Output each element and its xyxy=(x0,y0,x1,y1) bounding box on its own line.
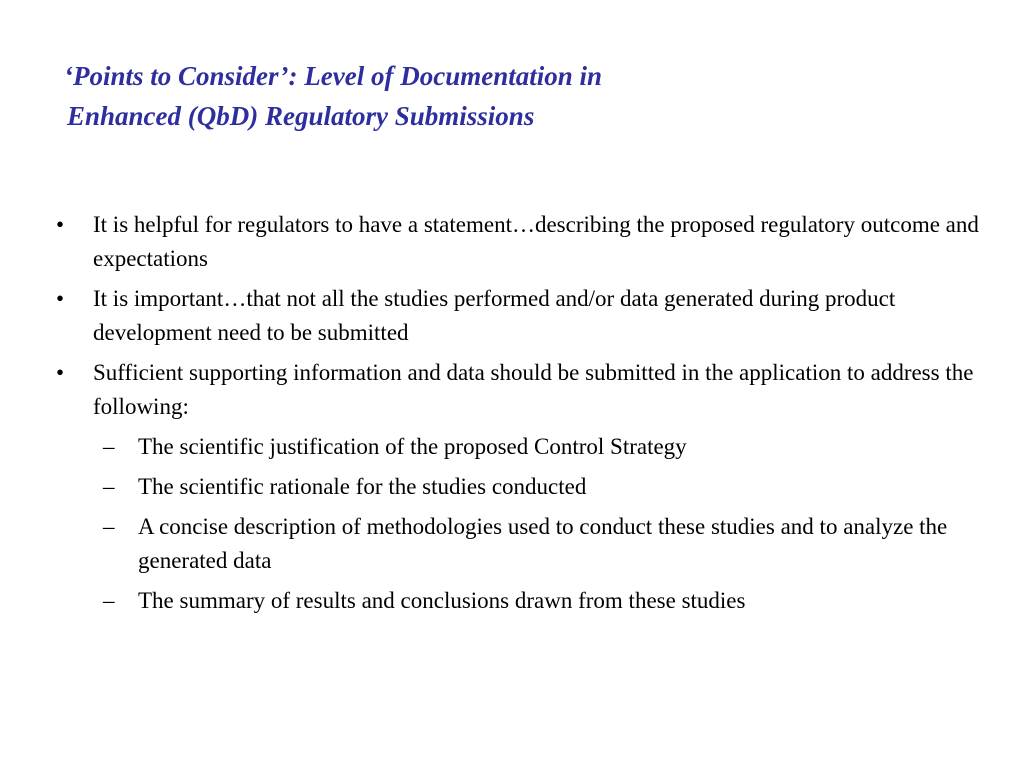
sub-bullet-text: The scientific rationale for the studies conducted xyxy=(138,474,587,499)
sub-bullet-item xyxy=(52,430,1002,464)
dash-marker: – xyxy=(103,474,115,499)
title-line-2: Enhanced (QbD) Regulatory Submissions xyxy=(67,101,535,131)
sub-bullet-item xyxy=(52,510,1002,578)
sub-bullet-text: The summary of results and conclusions drawn from these studies xyxy=(138,588,746,613)
bullet-marker: • xyxy=(56,212,65,237)
title-line-1: ‘Points to Consider’: Level of Documentation in xyxy=(64,61,602,91)
dash-marker: – xyxy=(103,514,115,539)
bullet-list xyxy=(52,208,1002,624)
sub-bullet-item xyxy=(52,470,1002,504)
sub-bullet-item xyxy=(52,584,1002,618)
bullet-text: It is helpful for regulators to have a statement…describing the proposed regulatory outcome and expectations xyxy=(93,212,979,271)
bullet-marker: • xyxy=(56,286,65,311)
bullet-text: It is important…that not all the studies performed and/or data generated during product development need to be submitted xyxy=(93,286,896,345)
bullet-item xyxy=(52,208,1002,276)
sub-bullet-text: The scientific justification of the proposed Control Strategy xyxy=(138,434,687,459)
bullet-item xyxy=(52,356,1002,424)
bullet-text: Sufficient supporting information and data should be submitted in the application to address the following: xyxy=(93,360,974,419)
dash-marker: – xyxy=(103,434,115,459)
slide-title xyxy=(64,56,964,136)
bullet-marker: • xyxy=(56,360,65,385)
bullet-item xyxy=(52,282,1002,350)
sub-bullet-text: A concise description of methodologies used to conduct these studies and to analyze the generated data xyxy=(138,514,948,573)
dash-marker: – xyxy=(103,588,115,613)
